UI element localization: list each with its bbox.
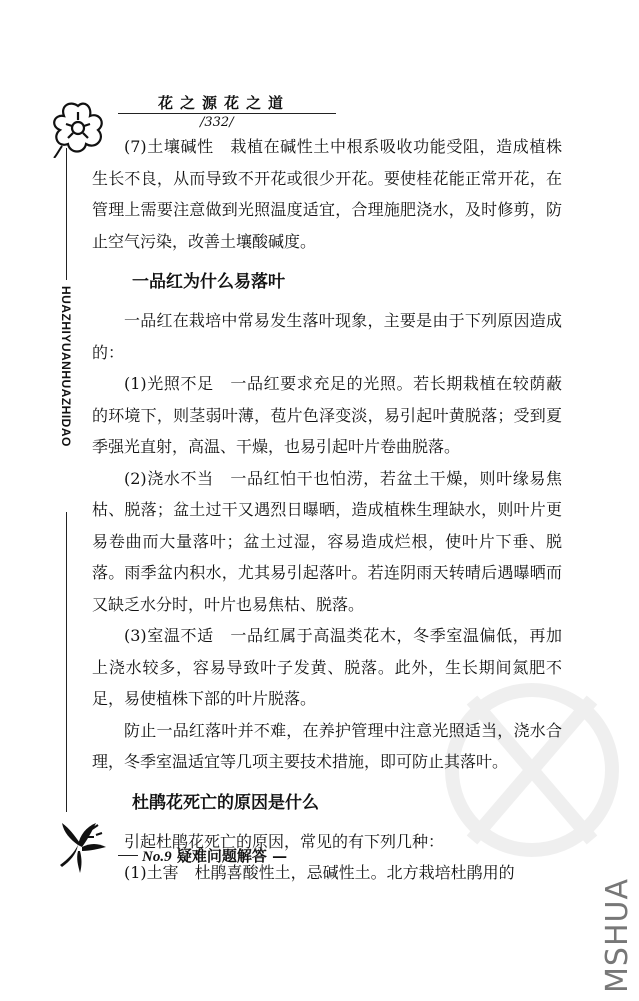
paragraph: (1)土害 杜鹃喜酸性土，忌碱性土。北方栽培杜鹃用的 (124, 863, 515, 882)
section-heading: 杜鹃花死亡的原因是什么 (132, 792, 319, 813)
watermark-stamp (432, 640, 632, 900)
paragraph: 一品红在栽培中常易发生落叶现象，主要是由于下列原因造成的： (92, 311, 562, 362)
section-heading: 一品红为什么易落叶 (132, 272, 285, 292)
corner-watermark: MSHUA (600, 878, 635, 993)
chapter-number: No.9 (142, 849, 172, 865)
header-rule (118, 113, 336, 114)
spine-line-bottom (66, 512, 67, 812)
spine-title: HUAZHIYUANHUAZHIDAO (59, 286, 73, 447)
running-footer (142, 845, 287, 866)
footer-rule (118, 855, 138, 856)
paragraph: (7)土壤碱性 栽植在碱性土中根系吸收功能受阻，造成植株生长不良，从而导致不开花或很少开花。要使桂花能正常开花，在管理上需要注意做到光照温度适宜，合理施肥浇水，及时修剪，防止空气污染，改善土壤酸碱度。 (92, 137, 562, 251)
paragraph: (3)室温不适 一品红属于高温类花木，冬季室温偏低，再加上浇水较多，容易导致叶子发黄、脱落。此外，生长期间氮肥不足，易使植株下部的叶片脱落。 (92, 626, 562, 708)
paragraph: 引起杜鹃花死亡的原因，常见的有下列几种： (124, 831, 445, 851)
running-header-title: 花之源花之道 (158, 94, 291, 112)
footer-dash: — (272, 847, 288, 865)
page-number: /332/ (200, 115, 234, 130)
paragraph: 防止一品红落叶并不难，在养护管理中注意光照适当，浇水合理，冬季室温适宜等几项主要技术措施，即可防止其落叶。 (92, 720, 562, 771)
plant-ornament-icon (52, 815, 112, 879)
chapter-title: 疑难问题解答 (176, 847, 267, 865)
paragraph: (2)浇水不当 一品红怕干也怕涝，若盆土干燥，则叶缘易焦枯、脱落；盆土过干又遇烈日曝晒，造成植株生理缺水，则叶片更易卷曲而大量落叶；盆土过湿，容易造成烂根，使叶片下垂、脱落。雨季盆内积水，尤其易引起落叶。若连阴雨天转晴后遇曝晒而又缺乏水分时，叶片也易焦枯、脱落。 (92, 468, 562, 614)
paragraph: (1)光照不足 一品红要求充足的光照。若长期栽植在较荫蔽的环境下，则茎弱叶薄，苞片色泽变淡，易引起叶黄脱落；受到夏季强光直射，高温、干燥，也易引起叶片卷曲脱落。 (92, 374, 562, 456)
spine-line-top (66, 148, 67, 280)
